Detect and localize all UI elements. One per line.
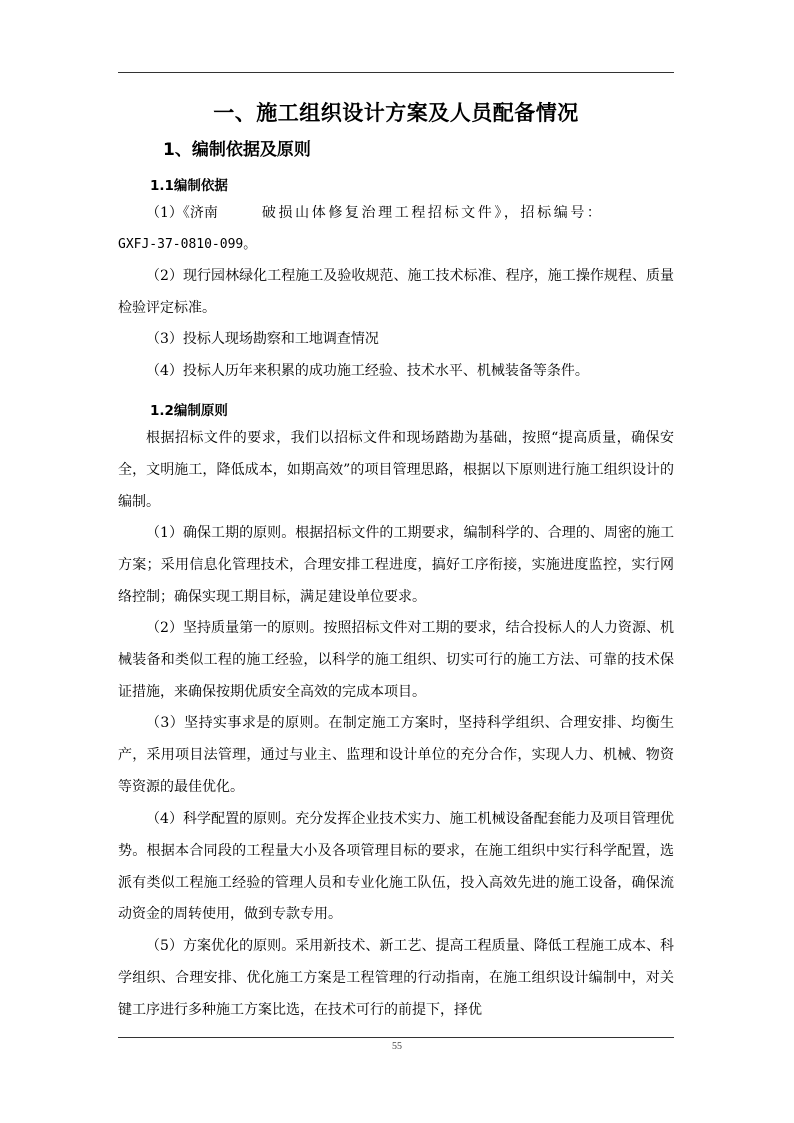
principles-intro: 根据招标文件的要求，我们以招标文件和现场踏勘为基础，按照“提高质量，确保安全，文明施工，降低成本，如期高效”的项目管理思路，根据以下原则进行施工组织设计的编制。 [118,430,674,510]
principle-1: （1）确保工期的原则。根据招标文件的工期要求，编制科学的、合理的、周密的施工方案；采用信息化管理技术，合理安排工程进度，搞好工序衔接，实施进度监控，实行网络控制；确保实现工期目标，满足建设单位要求。 [118,525,674,605]
basis-item-2: （2）现行园林绿化工程施工及验收规范、施工技术标准、程序，施工操作规程、质量检验评定标准。 [118,268,674,316]
principle-3: （3）坚持实事求是的原则。在制定施工方案时，坚持科学组织、合理安排、均衡生产，采用项目法管理，通过与业主、监理和设计单位的充分合作，实现人力、机械、物资等资源的最佳优化。 [118,715,674,795]
basis-item-3: （3）投标人现场勘察和工地调查情况 [146,331,379,347]
page-number: 55 [392,1041,402,1052]
principle-4: （4）科学配置的原则。充分发挥企业技术实力、施工机械设备配套能力及项目管理优势。根据本合同段的工程量大小及各项管理目标的要求，在施工组织中实行科学配置，选派有类似工程施工经验的管理人员和专业化施工队伍，投入高效先进的施工设备，确保流动资金的周转使用，做到专款专用。 [118,811,674,923]
principle-5: （5）方案优化的原则。采用新技术、新工艺、提高工程质量、降低工程施工成本、科学组织、合理安排、优化施工方案是工程管理的行动指南，在施工组织设计编制中，对关键工序进行多种施工方案比选，在技术可行的前提下，择优 [118,938,674,1018]
basis-item-1: （1）《济南 破损山体修复治理工程招标文件》，招标编号： [146,205,604,221]
basis-item-4: （4）投标人历年来积累的成功施工经验、技术水平、机械装备等条件。 [146,363,589,379]
principle-2: （2）坚持质量第一的原则。按照招标文件对工期的要求，结合投标人的人力资源、机械装备和类似工程的施工经验，以科学的施工组织、切实可行的施工方法、可靠的技术保证措施，来确保按期优质安全高效的完成本项目。 [118,620,674,700]
basis-item-1-code: GXFJ-37-0810-099。 [118,237,257,252]
footer-rule [118,1037,674,1038]
page-title: 一、施工组织设计方案及人员配备情况 [213,101,579,125]
subsection-heading-basis: 1.1编制依据 [150,178,228,194]
subsection-heading-principles: 1.2编制原则 [150,403,228,419]
section-heading: 1、编制依据及原则 [163,140,311,160]
header-rule [118,72,674,73]
